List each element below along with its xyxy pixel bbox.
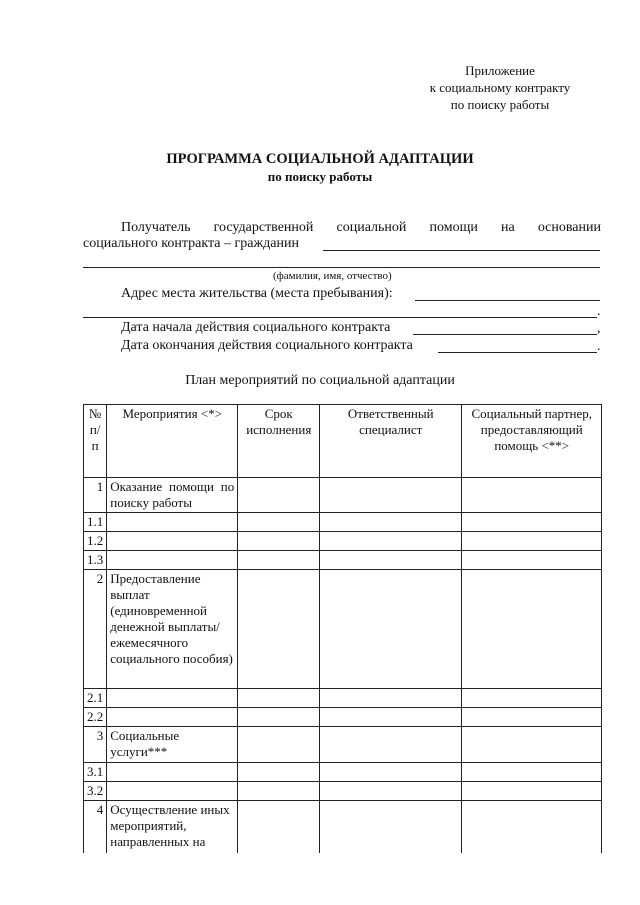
row-deadline-cell[interactable] [238,763,320,782]
recipient-word: социальной [336,220,407,235]
table-row [84,478,602,513]
row-partner-cell[interactable] [462,570,602,689]
row-num: 3 [84,727,107,763]
row-deadline-cell[interactable] [238,570,320,689]
row-event[interactable] [107,782,238,801]
row-responsible-cell[interactable] [320,551,462,570]
row-num: 1.2 [84,532,107,551]
row-event[interactable] [107,532,238,551]
start-date-label: Дата начала действия социального контракта [121,320,391,335]
row-event: Оказание помощи по поиску работы [107,478,238,513]
row-partner-cell[interactable] [462,763,602,782]
appendix-line-2: к социальному контракту [429,80,571,95]
row-responsible-cell[interactable] [320,727,462,763]
row-partner-cell[interactable] [462,689,602,708]
header-event: Мероприятия <*> [107,405,238,478]
table-row [84,689,602,708]
row-responsible-cell[interactable] [320,801,462,853]
row-deadline-cell[interactable] [238,513,320,532]
row-num: 2.1 [84,689,107,708]
end-date-period: . [597,339,601,354]
row-num: 3.2 [84,782,107,801]
row-event[interactable] [107,689,238,708]
row-event[interactable] [107,708,238,727]
appendix-line-3: по поиску работы [450,97,550,112]
recipient-word: помощи [429,220,478,235]
row-num: 4 [84,801,107,853]
row-responsible-cell[interactable] [320,763,462,782]
row-partner-cell[interactable] [462,551,602,570]
table-row [84,570,602,689]
end-date-field[interactable] [438,352,597,353]
table-row [84,782,602,801]
row-deadline-cell[interactable] [238,782,320,801]
row-deadline-cell[interactable] [238,727,320,763]
row-partner-cell[interactable] [462,727,602,763]
table-row [84,727,602,763]
row-num: 1.1 [84,513,107,532]
header-deadline: Срок исполнения [238,405,320,478]
row-deadline-cell[interactable] [238,551,320,570]
table-row [84,801,602,853]
start-date-comma: , [597,321,601,336]
row-num: 1 [84,478,107,513]
table-row [84,532,602,551]
address-period: . [597,304,601,319]
recipient-line-2: социального контракта – гражданин [83,236,299,251]
fio-caption: (фамилия, имя, отчество) [273,270,392,282]
table-row [84,551,602,570]
end-date-label: Дата окончания действия социального контракта [121,338,413,353]
row-num: 3.1 [84,763,107,782]
row-responsible-cell[interactable] [320,532,462,551]
plan-title: План мероприятий по социальной адаптации [185,373,455,388]
recipient-word: государственной [213,220,314,235]
row-partner-cell[interactable] [462,478,602,513]
table-header-row [84,405,602,478]
row-responsible-cell[interactable] [320,478,462,513]
plan-table [83,404,602,853]
recipient-name-field-2[interactable] [83,267,600,268]
row-num: 2.2 [84,708,107,727]
row-partner-cell[interactable] [462,708,602,727]
row-event: Предоставление выплат (единовременной денежной выплаты/ ежемесячного социального пособия) [107,570,238,689]
row-deadline-cell[interactable] [238,689,320,708]
row-deadline-cell[interactable] [238,708,320,727]
recipient-word: на [500,220,515,235]
row-partner-cell[interactable] [462,532,602,551]
row-num: 1.3 [84,551,107,570]
row-responsible-cell[interactable] [320,782,462,801]
row-event[interactable] [107,513,238,532]
row-responsible-cell[interactable] [320,513,462,532]
recipient-word: основании [537,220,601,235]
start-date-field[interactable] [413,334,597,335]
title-main: ПРОГРАММА СОЦИАЛЬНОЙ АДАПТАЦИИ [166,151,474,167]
row-deadline-cell[interactable] [238,478,320,513]
row-deadline-cell[interactable] [238,532,320,551]
appendix-block [400,62,600,113]
row-event: Осуществление иных мероприятий, направленных на [107,801,238,853]
row-event: Социальные услуги*** [107,727,238,763]
row-num: 2 [84,570,107,689]
row-deadline-cell[interactable] [238,801,320,853]
header-partner: Социальный партнер, предоставляющий помощь <**> [462,405,602,478]
row-event[interactable] [107,551,238,570]
row-partner-cell[interactable] [462,782,602,801]
appendix-line-1: Приложение [465,63,535,78]
header-num: № п/п [84,405,107,478]
recipient-name-field[interactable] [323,250,600,251]
header-responsible: Ответственный специалист [320,405,462,478]
address-label: Адрес места жительства (места пребывания): [121,286,393,301]
recipient-word: Получатель [121,220,191,235]
address-field[interactable] [415,300,600,301]
document-title [0,150,640,186]
row-partner-cell[interactable] [462,513,602,532]
address-field-2[interactable] [83,317,597,318]
row-responsible-cell[interactable] [320,570,462,689]
table-row [84,513,602,532]
title-sub: по поиску работы [267,169,373,184]
row-event[interactable] [107,763,238,782]
table-row [84,708,602,727]
table-row [84,763,602,782]
row-responsible-cell[interactable] [320,689,462,708]
row-responsible-cell[interactable] [320,708,462,727]
row-partner-cell[interactable] [462,801,602,853]
